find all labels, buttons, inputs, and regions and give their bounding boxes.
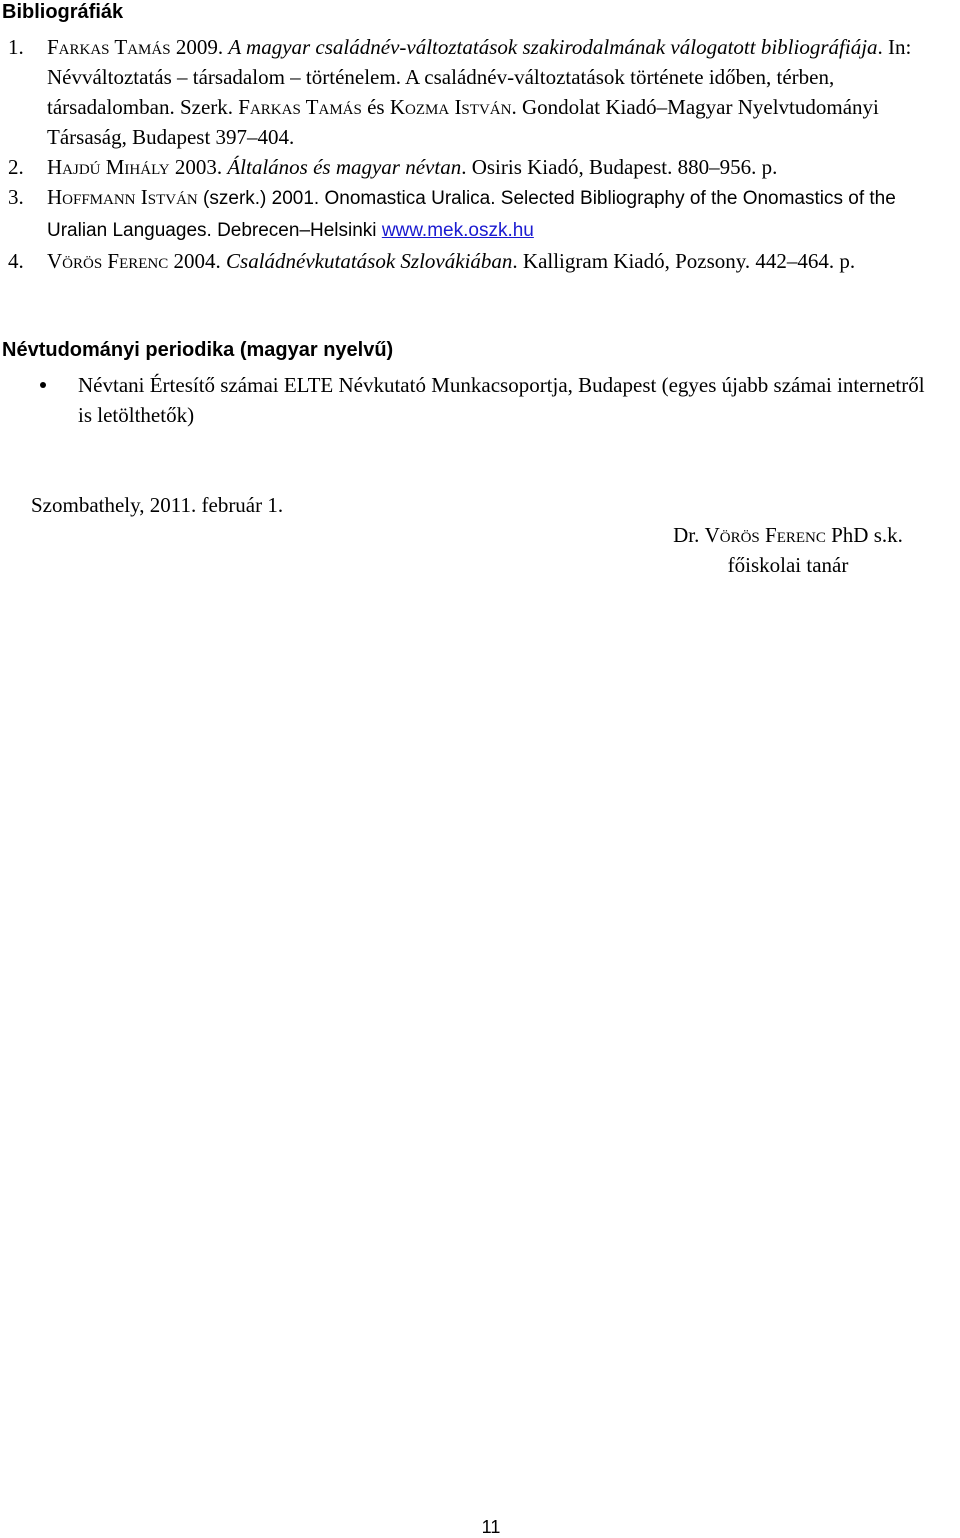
- place-date: Szombathely, 2011. február 1.: [31, 493, 284, 517]
- page-number: 11: [481, 1517, 501, 1537]
- reference-link[interactable]: www.mek.oszk.hu: [381, 220, 534, 241]
- bullet-icon: [40, 382, 46, 388]
- reference-author: Hoffmann István: [47, 185, 198, 209]
- reference-publisher: . Kalligram Kiadó, Pozsony. 442–464. p.: [512, 249, 856, 273]
- reference-year: 2004.: [168, 249, 227, 273]
- reference-editor: Kozma István: [389, 95, 512, 119]
- signature-name: [590, 520, 960, 550]
- reference-publisher: . Gondolat Kiadó–Magyar Nyelvtudományi Társaság, Budapest 397–404.: [47, 95, 879, 149]
- bibliography-list: [0, 32, 940, 276]
- reference-title: A magyar családnév-változtatások szakirodalmának válogatott bibliográfiája: [228, 35, 878, 59]
- reference-number: 3.: [8, 185, 24, 209]
- reference-author: Hajdú Mihály: [47, 155, 170, 179]
- reference-title: Családnévkutatások Szlovákiában: [226, 249, 513, 273]
- reference-number: 1.: [8, 35, 24, 59]
- reference-conjunction: és: [361, 95, 390, 119]
- signature-prefix: Dr.: [673, 523, 705, 547]
- reference-editor: Farkas Tamás: [238, 95, 362, 119]
- reference-year: 2009.: [170, 35, 229, 59]
- periodicals-heading: Névtudományi periodika (magyar nyelvű): [2, 339, 394, 361]
- reference-item: [0, 152, 940, 182]
- reference-details: (szerk.) 2001. Onomastica Uralica. Selected Bibliography of the Onomastics of the Uralian Languages. Debrecen–Helsinki: [47, 188, 896, 241]
- signature-suffix: PhD s.k.: [825, 523, 903, 547]
- periodical-text: Névtani Értesítő számai ELTE Névkutató Munkacsoportja, Budapest (egyes újabb számai internetről is letölthetők): [78, 373, 925, 427]
- reference-item: [0, 32, 940, 152]
- reference-title: Általános és magyar névtan: [227, 155, 462, 179]
- reference-item: [0, 246, 940, 276]
- bibliography-heading: Bibliográfiák: [2, 1, 124, 23]
- reference-year: 2003.: [169, 155, 228, 179]
- list-item: [0, 370, 940, 430]
- reference-author: Vörös Ferenc: [47, 249, 169, 273]
- reference-author: Farkas Tamás: [47, 35, 171, 59]
- reference-number: 2.: [8, 155, 24, 179]
- reference-number: 4.: [8, 249, 24, 273]
- periodicals-list: [0, 370, 940, 430]
- reference-publisher: . Osiris Kiadó, Budapest. 880–956. p.: [461, 155, 778, 179]
- signature-title: főiskolai tanár: [727, 553, 849, 577]
- reference-details: . In: Névváltoztatás – társadalom – történelem. A családnév-változtatások története időben, térben, társadalomban. Szerk.: [47, 35, 912, 119]
- signature-surname: Vörös Ferenc: [704, 523, 826, 547]
- reference-item: [0, 182, 940, 246]
